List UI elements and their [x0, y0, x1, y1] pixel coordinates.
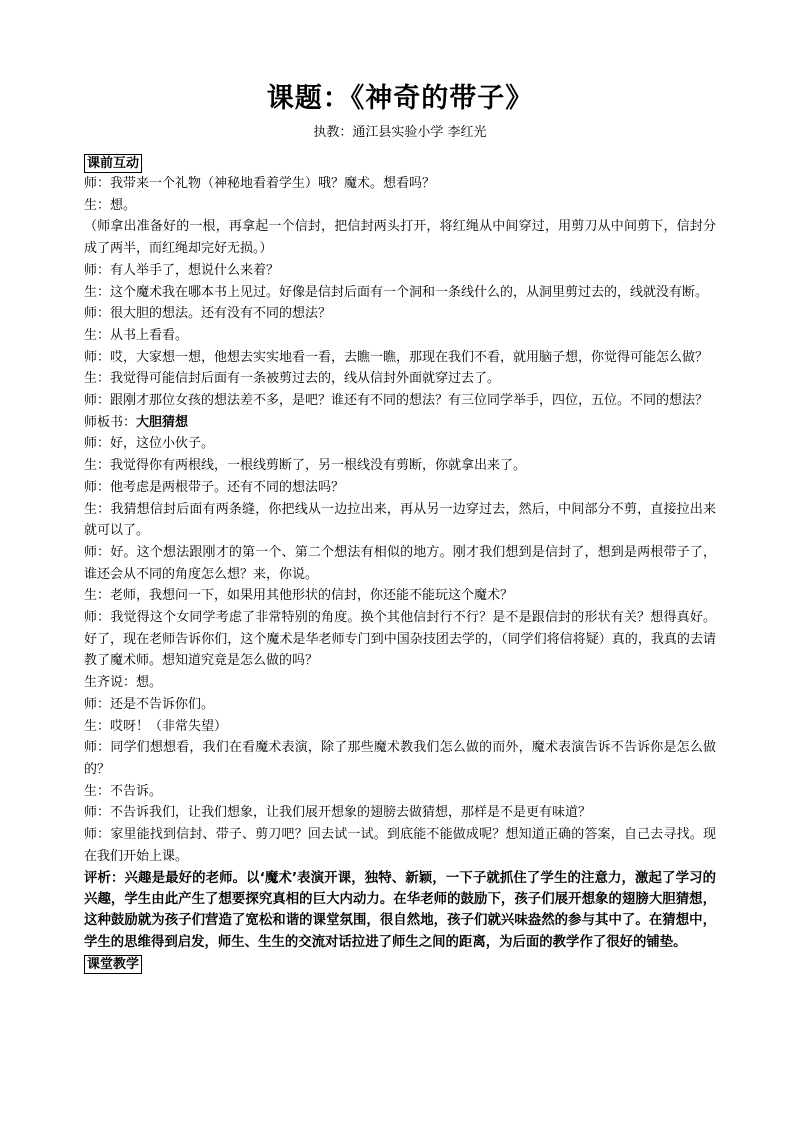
- dialogue-line: 师：家里能找到信封、带子、剪刀吧？回去试一试。到底能不能做成呢？想知道正确的答案，自己去寻找。现在我们开始上课。: [84, 827, 716, 864]
- dialogue-line: 生齐说：想。: [84, 675, 163, 691]
- dialogue-block-2: [84, 433, 716, 715]
- sigh-suffix: （非常失望）: [149, 718, 228, 734]
- dialogue-line: 师：好，这位小伙子。: [84, 436, 215, 452]
- dialogue-line: 生：这个魔术我在哪本书上见过。好像是信封后面有一个洞和一条线什么的，从洞里剪过去的，线就没有断。: [84, 284, 709, 300]
- dialogue-line: 师：很大胆的想法。还有没有不同的想法？: [84, 306, 332, 322]
- board-writing-line: [84, 412, 716, 434]
- dialogue-line: 生：我猜想信封后面有两条缝，你把线从一边拉出来，再从另一边穿过去，然后，中间部分不剪，直接拉出来就可以了。: [84, 501, 716, 539]
- dialogue-line: 生：从书上看看。: [84, 327, 189, 343]
- dialogue-block-3: [84, 737, 716, 867]
- dialogue-line: 师：同学们想想看，我们在看魔术表演，除了那些魔术教我们怎么做的而外，魔术表演告诉不告诉你是怎么做的？: [84, 740, 716, 777]
- dialogue-line: 师：哎，大家想一想，他想去实实地看一看，去瞧一瞧，那现在我们不看，就用脑子想，你觉得可能怎么做？: [84, 349, 709, 365]
- evaluation-paragraph: 评析：兴趣是最好的老师。以‘魔术’表演开课，独特、新颖，一下子就抓住了学生的注意力，激起了学习的兴趣，学生由此产生了想要探究真相的巨大内动力。在华老师的鼓励下，孩子们展开想象的翅膀大胆猜想，这种鼓励就为孩子们营造了宽松和谐的课堂氛围，很自然地，孩子们就兴味盎然的参与其中了。在猜想中，学生的思维得到启发，师生、生生的交流对话拉进了师生之间的距离，为后面的教学作了很好的铺垫。: [84, 870, 716, 950]
- dialogue-line: 师：好。这个想法跟刚才的第一个、第二个想法有相似的地方。刚才我们想到是信封了，想到是两根带子了，谁还会从不同的角度怎么想？来，你说。: [84, 544, 716, 582]
- page-title: 课题：《神奇的带子》: [266, 83, 534, 114]
- section-heading-classroom: 课堂教学: [84, 955, 142, 974]
- dialogue-line: （师拿出准备好的一根，再拿起一个信封，把信封两头打开，将红绳从中间穿过，用剪刀从中间剪下，信封分成了两半，而红绳却完好无损。）: [84, 219, 716, 257]
- sigh-line: [84, 716, 716, 738]
- dialogue-line: 师：还是不告诉你们。: [84, 696, 215, 712]
- dialogue-line: 师：他考虑是两根带子。还有不同的想法吗？: [84, 479, 345, 495]
- section-heading-pre-interaction: 课前互动: [84, 154, 142, 173]
- dialogue-line: 生：我觉得可能信封后面有一条被剪过去的，线从信封外面就穿过去了。: [84, 371, 501, 387]
- dialogue-line: 师：有人举手了，想说什么来着？: [84, 262, 280, 278]
- dialogue-line: 师：我觉得这个女同学考虑了非常特别的角度。换个其他信封行不行？是不是跟信封的形状有关？想得真好。好了，现在老师告诉你们，这个魔术是华老师专门到中国杂技团去学的，（同学们将信将疑）真的，我真的去请教了魔术师。想知道究竟是怎么做的吗？: [84, 610, 716, 669]
- document-page: [84, 80, 716, 974]
- dialogue-line: 生：老师，我想问一下，如果用其他形状的信封，你还能不能玩这个魔术？: [84, 588, 514, 604]
- sigh-prefix: 生：哎呀！: [84, 718, 150, 734]
- dialogue-line: 师：我带来一个礼物（神秘地看着学生）哦？魔术。想看吗？: [84, 176, 436, 191]
- board-text: 大胆猜想: [136, 414, 189, 430]
- dialogue-block-1: [84, 173, 716, 412]
- dialogue-line: 生：想。: [84, 197, 137, 213]
- dialogue-line: 师：不告诉我们，让我们想象，让我们展开想象的翅膀去做猜想，那样是不是更有味道？: [84, 805, 592, 821]
- dialogue-line: 生：我觉得你有两根线，一根线剪断了，另一根线没有剪断，你就拿出来了。: [84, 458, 527, 474]
- board-prefix: 师板书：: [84, 414, 137, 430]
- dialogue-line: 师：跟刚才那位女孩的想法差不多，是吧？谁还有不同的想法？有三位同学举手，四位，五位。不同的想法？: [84, 393, 709, 409]
- dialogue-line: 生：不告诉。: [84, 783, 163, 799]
- author-line: 执教：通江县实验小学 李红光: [313, 125, 487, 140]
